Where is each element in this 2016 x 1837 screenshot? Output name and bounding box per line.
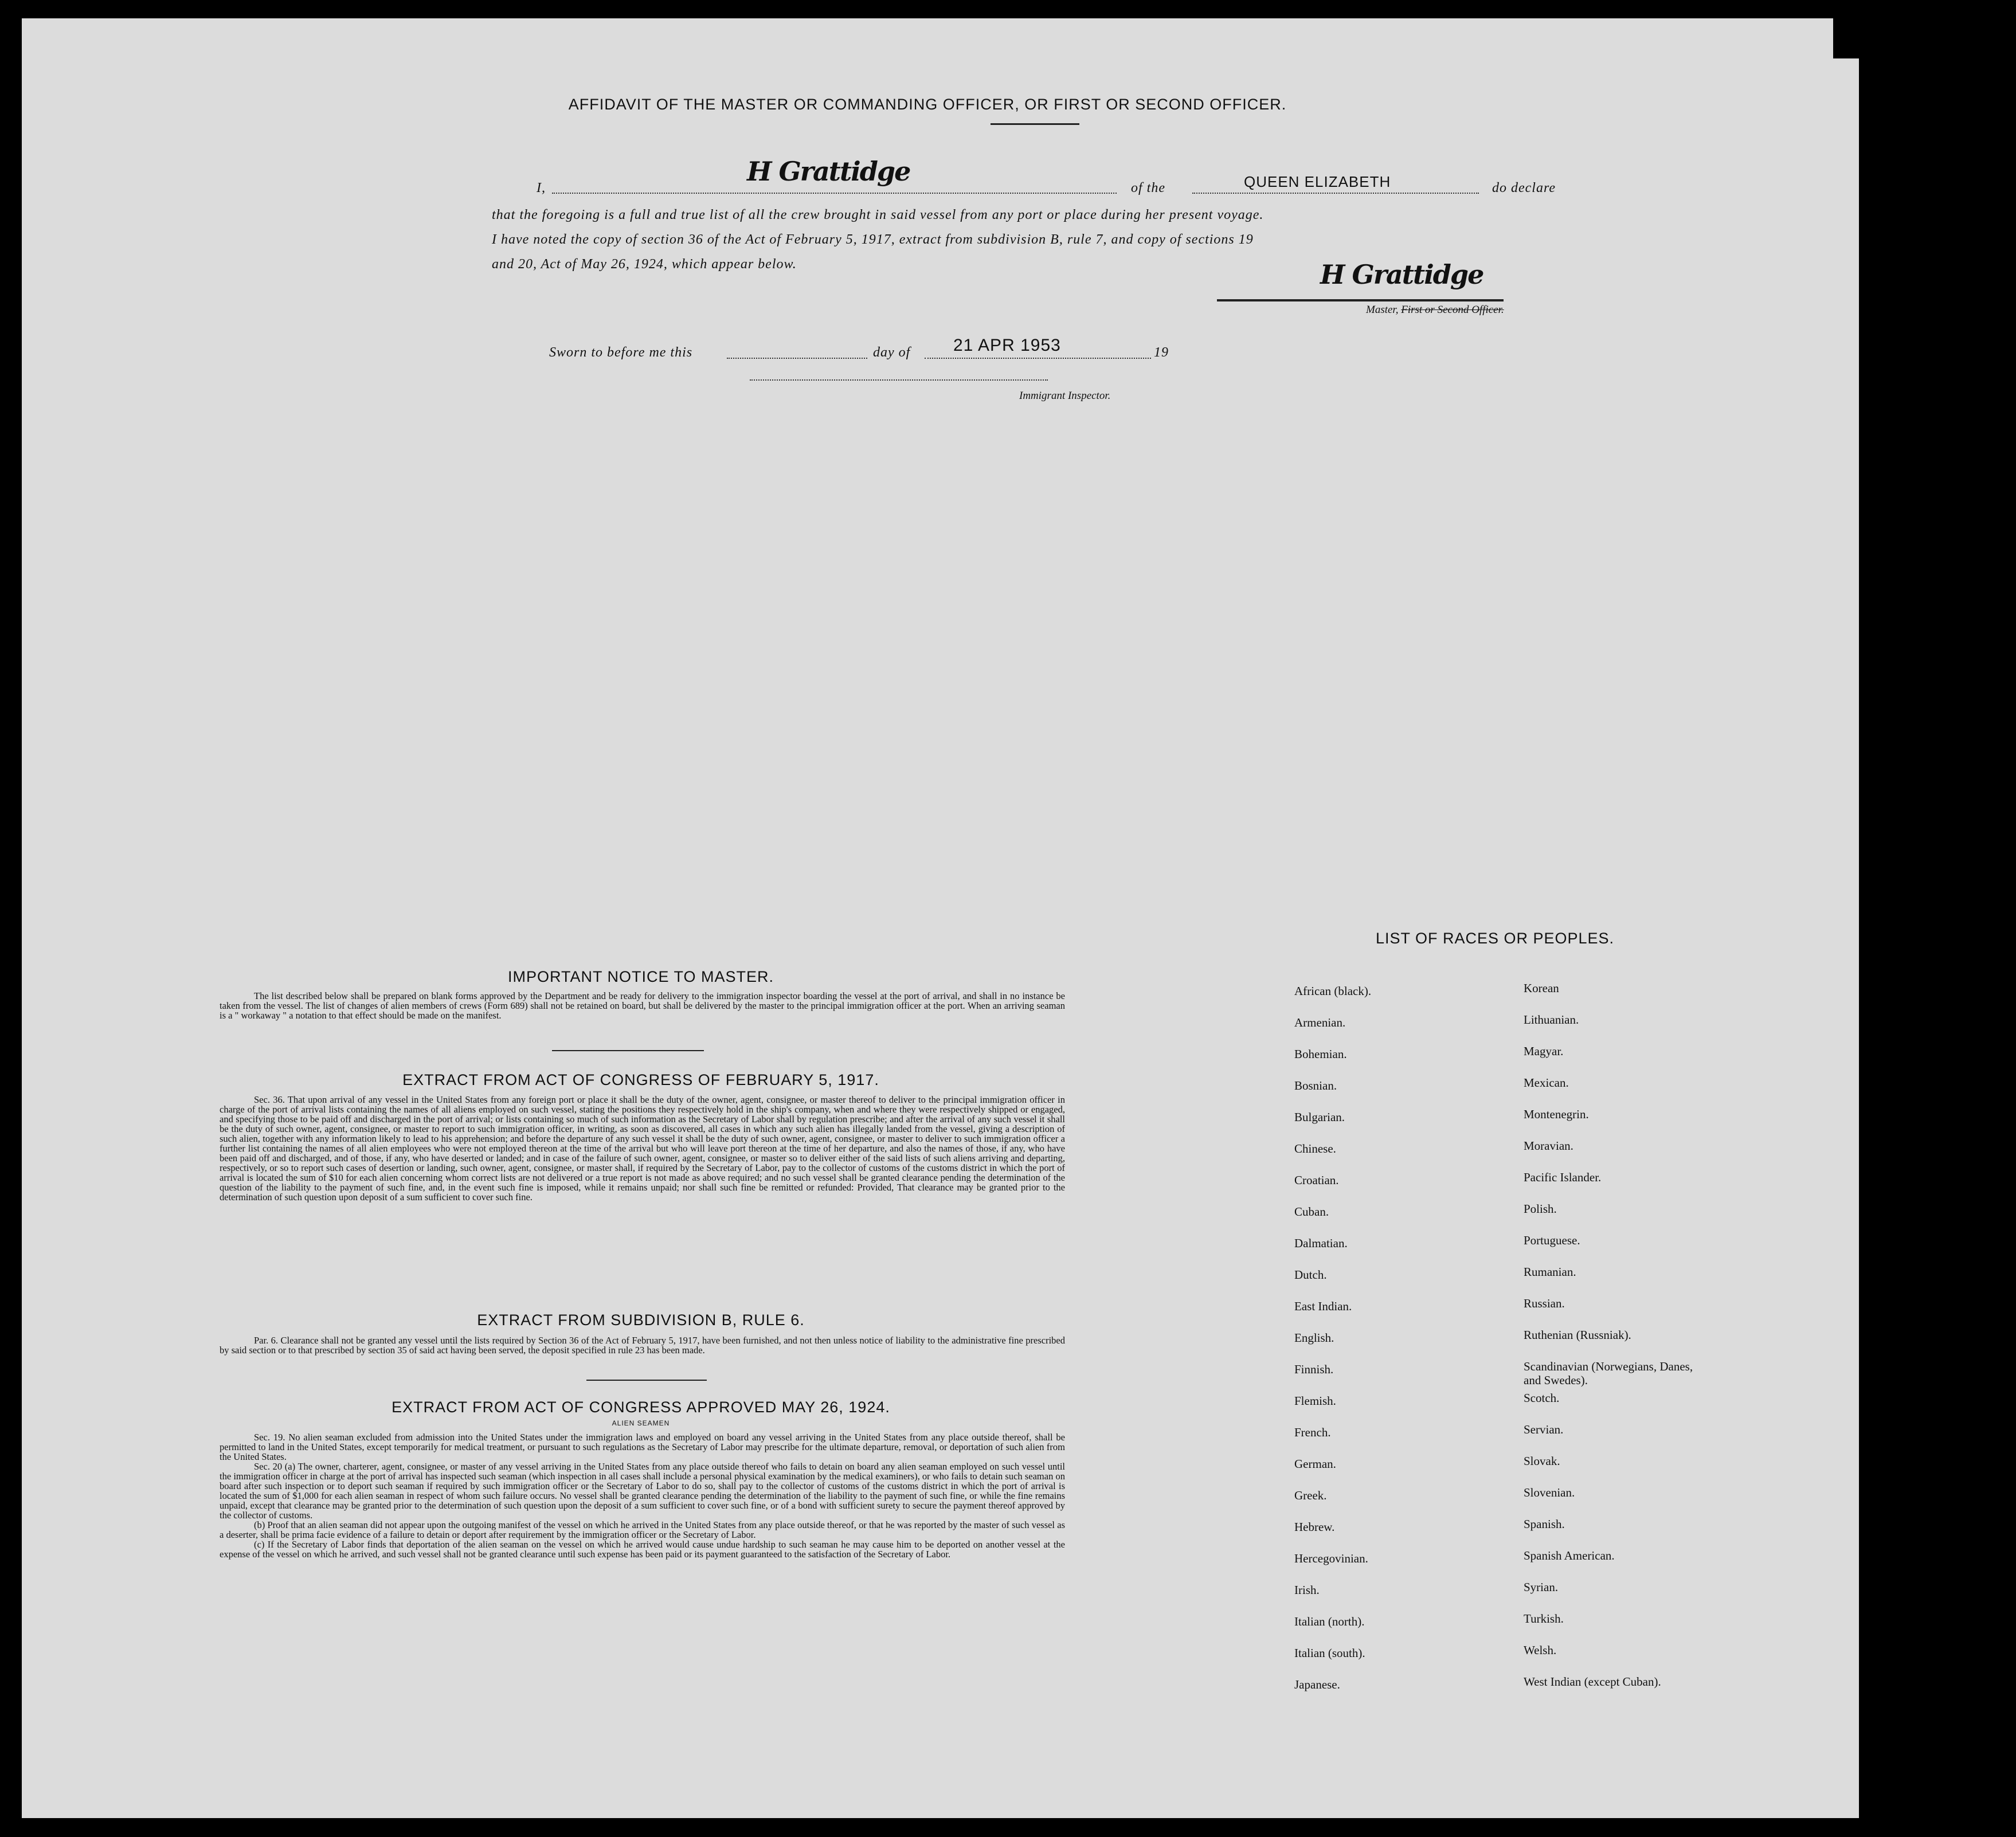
- master-signature: H Grattidge: [1320, 259, 1483, 290]
- section-20a-text: Sec. 20 (a) The owner, charterer, agent, consignee, or master of any vessel arriving in the United States from any place outside thereof who fails to detain on board any alien seaman employed on such vessel until the immigration officer in charge at the port of arrival has inspected such seaman (which inspection in all cases shall include a personal physical examination by the medical examiners), or who fails to detain such seaman on board after such inspection or to deport such seaman if required by such immigration officer or the Secretary of Labor to do so, shall pay to the collector of customs of the customs district in which the port of arrival is located the sum of $1,000 for each alien seaman in respect of whom such failure occurs. No vessel shall be granted clearance pending the determination of the liability to the payment of such fine, or while the fine remains unpaid, except that clearance may be granted prior to the determination of such question upon the deposit of a sum sufficient to cover such fine, or of a bond with sufficient surety to secure the payment thereof approved by the collector of customs.: [220, 1461, 1065, 1521]
- sworn-day-line: [727, 340, 867, 359]
- race-item: Croatian.: [1294, 1173, 1339, 1187]
- document-page: [22, 18, 1859, 1818]
- of-the-label: of the: [1131, 181, 1165, 195]
- race-item: French.: [1294, 1425, 1331, 1439]
- race-item: Polish.: [1524, 1202, 1557, 1216]
- race-item: Hebrew.: [1294, 1520, 1335, 1534]
- notice-body: [220, 991, 1065, 1020]
- punch-hole-icon: [1904, 524, 1931, 551]
- races-left-column: [1294, 984, 1371, 1709]
- struck-officer-caption: First or Second Officer.: [1401, 304, 1504, 316]
- race-item: Slovenian.: [1524, 1486, 1575, 1499]
- inspector-caption: Immigrant Inspector.: [1019, 390, 1111, 402]
- day-of-label: day of: [873, 345, 911, 360]
- race-item: Welsh.: [1524, 1643, 1557, 1657]
- punch-hole-icon: [1923, 1553, 1950, 1580]
- race-item: Ruthenian (Russniak).: [1524, 1328, 1631, 1342]
- affidavit-line-3: and 20, Act of May 26, 1924, which appear below.: [492, 257, 797, 272]
- race-item: Scotch.: [1524, 1391, 1560, 1405]
- race-item: Korean: [1524, 981, 1559, 995]
- notice-text: The list described below shall be prepared on blank forms approved by the Department and be ready for delivery to the immigration inspector boarding the vessel at the port of arrival, and shall in no instance be taken from the vessel. The list of changes of alien members of crews (Form 689) shall not be retained on board, but shall be delivered by the master to the principal immigration officer at the port. When an arriving seaman is a " workaway " a notation to that effect should be made on the manifest.: [220, 990, 1065, 1021]
- notice-title: IMPORTANT NOTICE TO MASTER.: [507, 968, 774, 985]
- date-stamp: 21 APR 1953: [953, 336, 1061, 355]
- extract-rule6-body: [220, 1335, 1065, 1355]
- inspector-signature-line: [750, 374, 1048, 381]
- race-item: African (black).: [1294, 984, 1372, 998]
- divider-1: [552, 1050, 704, 1051]
- race-item: Armenian.: [1294, 1016, 1346, 1029]
- races-title: LIST OF RACES OR PEOPLES.: [1375, 930, 1615, 947]
- race-item: Dalmatian.: [1294, 1236, 1348, 1250]
- affidavit-line-1: that the foregoing is a full and true list of all the crew brought in said vessel from any port or place during her present voyage.: [492, 207, 1264, 222]
- section-20c-text: (c) If the Secretary of Labor finds that deportation of the alien seaman on the vessel on which he arrived would cause undue hardship to such seaman he may cause him to be deported on another vessel at the expense of the vessel on which he arrived, and such vessel shall not be granted clearance until such expense has been paid or its payment guaranteed to the satisfaction of the Secretary of Labor.: [220, 1539, 1065, 1560]
- year-prefix: 19: [1154, 345, 1169, 360]
- race-item: Hercegovinian.: [1294, 1552, 1368, 1565]
- extract-rule6-title: EXTRACT FROM SUBDIVISION B, RULE 6.: [477, 1311, 805, 1329]
- section-19-text: Sec. 19. No alien seaman excluded from admission into the United States under the immigration laws and employed on board any vessel arriving in the United States from any place outside thereof, shall be permitted to land in the United States, except temporarily for medical treatment, or pursuant to such regulations as the Secretary of Labor may prescribe for the ultimate departure, removal, or deportation of such alien from the United States.: [220, 1432, 1065, 1462]
- race-item: Russian.: [1524, 1297, 1565, 1310]
- section-36-text: Sec. 36. That upon arrival of any vessel in the United States from any foreign port or place it shall be the duty of the owner, agent, consignee, or master thereof to deliver to the principal immigration officer in charge of the port of arrival lists containing the names of all aliens employed on such vessel, stating the positions they respectively hold in the ship's company, when and where they were respectively shipped or engaged, and specifying those to be paid off and discharged in the port of arrival; or lists containing so much of such information as the Secretary of Labor shall by regulation prescribe; and after the arrival of any such vessel it shall be the duty of such owner, agent, consignee, or master to report to such immigration officer, in writing, as soon as discovered, all cases in which any such alien has illegally landed from the vessel, giving a description of such alien, together with any information likely to lead to his apprehension; and before the departure of any such vessel it shall be the duty of such owner, agent, consignee, or master to deliver to such immigration officer a further list containing the names of all alien employees who were not employed thereon at the time of the arrival but who will leave port thereon at the time of her departure, and also the names of those, if any, who have been paid off and discharged, and of those, if any, who have deserted or landed; and in case of the failure of such owner, agent, consignee, or master so to deliver either of the said lists of such aliens arriving and departing, respectively, or so to report such cases of desertion or landing, such owner, agent, consignee, or master shall, if required by the Secretary of Labor, pay to the collector of customs of the customs district in which the port of arrival is located the sum of $10 for each alien concerning whom correct lists are not delivered or a true report is not made as above required; and no such vessel shall be granted clearance pending the determination of the question of the liability to the payment of such fine, and, in the event such fine is imposed, while it remains unpaid; nor shall such fine be remitted or refunded: Provided, That clearance may be granted prior to the determination of such question upon deposit of a sum sufficient to cover such fine.: [220, 1094, 1065, 1203]
- race-item: Dutch.: [1294, 1268, 1327, 1282]
- race-item: West Indian (except Cuban).: [1524, 1675, 1661, 1689]
- race-item: Servian.: [1524, 1423, 1564, 1436]
- master-signature-inline: H Grattidge: [747, 156, 910, 187]
- race-item: English.: [1294, 1331, 1334, 1345]
- race-item: Flemish.: [1294, 1394, 1336, 1408]
- torn-corner: [1833, 18, 1859, 58]
- race-item: Greek.: [1294, 1489, 1327, 1502]
- races-right-column: [1524, 981, 1713, 1706]
- race-item: Bohemian.: [1294, 1047, 1347, 1061]
- race-item: Bulgarian.: [1294, 1110, 1345, 1124]
- master-caption-text: Master,: [1366, 304, 1399, 316]
- master-signature-line: [1217, 299, 1504, 301]
- race-item: Portuguese.: [1524, 1233, 1580, 1247]
- race-item: Bosnian.: [1294, 1079, 1337, 1092]
- section-20b-text: (b) Proof that an alien seaman did not appear upon the outgoing manifest of the vessel on which he arrived in the United States from any place outside thereof, or that he was reported by the master of such vessel as a deserter, shall be prima facie evidence of a failure to detain or deport after requirement by the immigration officer or the Secretary of Labor.: [220, 1519, 1065, 1540]
- sworn-label: Sworn to before me this: [549, 345, 693, 360]
- race-item: Pacific Islander.: [1524, 1170, 1602, 1184]
- race-item: Chinese.: [1294, 1142, 1336, 1156]
- alien-seamen-subtitle: ALIEN SEAMEN: [612, 1419, 670, 1427]
- i-label: I,: [537, 181, 546, 195]
- race-item: Montenegrin.: [1524, 1107, 1589, 1121]
- race-item: Italian (north).: [1294, 1615, 1365, 1628]
- date-line: [925, 336, 1151, 359]
- divider-2: [586, 1380, 707, 1381]
- race-item: Japanese.: [1294, 1678, 1340, 1691]
- race-item: Spanish.: [1524, 1517, 1565, 1531]
- extract-1924-title: EXTRACT FROM ACT OF CONGRESS APPROVED MAY 26, 1924.: [392, 1399, 890, 1416]
- punch-hole-icon: [1904, 264, 1931, 290]
- affidavit-title: AFFIDAVIT OF THE MASTER OR COMMANDING OFFICER, OR FIRST OR SECOND OFFICER.: [568, 96, 1287, 113]
- race-item: Moravian.: [1524, 1139, 1573, 1153]
- punch-hole-icon: [1917, 1118, 1944, 1144]
- race-item: Mexican.: [1524, 1076, 1569, 1090]
- punch-hole-icon: [1923, 1467, 1950, 1494]
- race-item: German.: [1294, 1457, 1336, 1471]
- extract-1924-body: [220, 1432, 1065, 1559]
- race-item: East Indian.: [1294, 1299, 1352, 1313]
- extract-1917-body: [220, 1095, 1065, 1202]
- race-item: Spanish American.: [1524, 1549, 1615, 1562]
- race-item: Cuban.: [1294, 1205, 1329, 1219]
- race-item: Finnish.: [1294, 1362, 1334, 1376]
- vessel-line: [1192, 172, 1479, 194]
- race-item: Rumanian.: [1524, 1265, 1576, 1279]
- name-line: [552, 156, 1117, 194]
- punch-hole-icon: [1904, 616, 1931, 643]
- race-item: Irish.: [1294, 1583, 1320, 1597]
- race-item: Italian (south).: [1294, 1646, 1365, 1660]
- punch-hole-icon: [1917, 1207, 1944, 1233]
- paragraph-6-text: Par. 6. Clearance shall not be granted any vessel until the lists required by Section 36 of the Act of February 5, 1917, have been furnished, and not then unless notice of liability to the administrative fine prescribed by said section or to that prescribed by section 35 of said act having been served, the deposit specified in rule 23 has been made.: [220, 1335, 1065, 1356]
- race-item: Scandinavian (Norwegians, Danes, and Swedes).: [1524, 1360, 1693, 1387]
- vessel-name: QUEEN ELIZABETH: [1244, 173, 1391, 190]
- affidavit-line-2: I have noted the copy of section 36 of the Act of February 5, 1917, extract from subdivision B, rule 7, and copy of sections 19: [492, 232, 1254, 247]
- master-caption: [1366, 304, 1504, 316]
- race-item: Lithuanian.: [1524, 1013, 1579, 1027]
- title-rule: [991, 123, 1079, 125]
- extract-1917-title: EXTRACT FROM ACT OF CONGRESS OF FEBRUARY 5, 1917.: [402, 1071, 879, 1088]
- race-item: Slovak.: [1524, 1454, 1560, 1468]
- race-item: Syrian.: [1524, 1580, 1559, 1594]
- do-declare-label: do declare: [1492, 181, 1556, 195]
- race-item: Magyar.: [1524, 1044, 1564, 1058]
- race-item: Turkish.: [1524, 1612, 1564, 1626]
